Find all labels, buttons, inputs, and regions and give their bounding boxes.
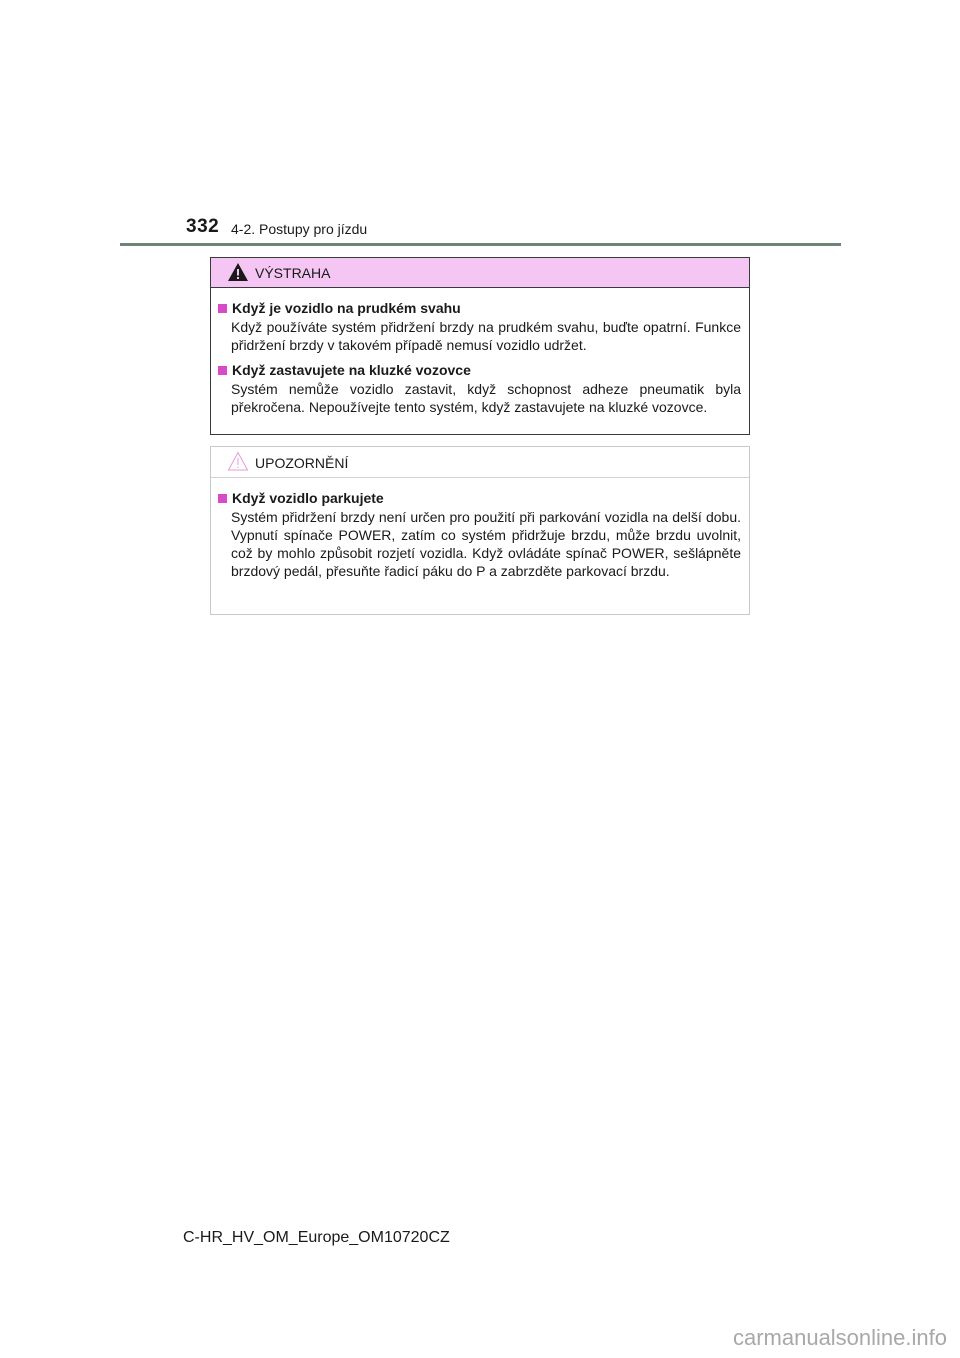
warning-item-slippery-road bbox=[218, 360, 741, 416]
header-rule bbox=[120, 243, 841, 246]
caution-triangle-icon bbox=[227, 451, 249, 471]
page-number: 332 bbox=[186, 216, 220, 237]
caution-box bbox=[210, 446, 750, 615]
caution-label: UPOZORNĚNÍ bbox=[255, 455, 349, 471]
warning-box bbox=[210, 257, 750, 435]
warning-triangle-icon bbox=[227, 262, 249, 282]
section-title: 4-2. Postupy pro jízdu bbox=[231, 221, 368, 237]
warning-label: VÝSTRAHA bbox=[255, 265, 331, 281]
square-bullet-icon bbox=[218, 366, 227, 375]
warning-item-text: Systém nemůže vozidlo zastavit, když schopnost adheze pneumatik byla překročena. Nepoužívejte tento systém, když zastavujete na kluzké vozovce. bbox=[231, 381, 741, 415]
document-id: C-HR_HV_OM_Europe_OM10720CZ bbox=[183, 1229, 450, 1246]
warning-item-title: Když je vozidlo na prudkém svahu bbox=[232, 300, 461, 316]
watermark: carmanualsonline.info bbox=[732, 1325, 947, 1350]
warning-item-title: Když zastavujete na kluzké vozovce bbox=[232, 362, 471, 378]
warning-item-text: Když používáte systém přidržení brzdy na prudkém svahu, buďte opatrní. Funkce přidržení brzdy v takovém případě nemusí vozidlo udržet. bbox=[231, 319, 741, 353]
caution-item-title: Když vozidlo parkujete bbox=[232, 490, 384, 506]
warning-item-steep-slope bbox=[218, 298, 741, 354]
caution-item-text: Systém přidržení brzdy není určen pro použití při parkování vozidla na delší dobu. Vypnutí spínače POWER, zatím co systém přidržuje brzdu, může brzdu uvolnit, což by mohlo způsobit rozjetí vozidla. Když ovládáte spínač POWER, sešlápněte brzdový pedál, přesuňte řadicí páku do P a zabrzděte parkovací brzdu. bbox=[231, 509, 741, 579]
square-bullet-icon bbox=[218, 494, 227, 503]
square-bullet-icon bbox=[218, 304, 227, 313]
warning-header bbox=[211, 258, 749, 288]
caution-item-parking bbox=[218, 488, 741, 580]
caution-header bbox=[211, 447, 749, 478]
